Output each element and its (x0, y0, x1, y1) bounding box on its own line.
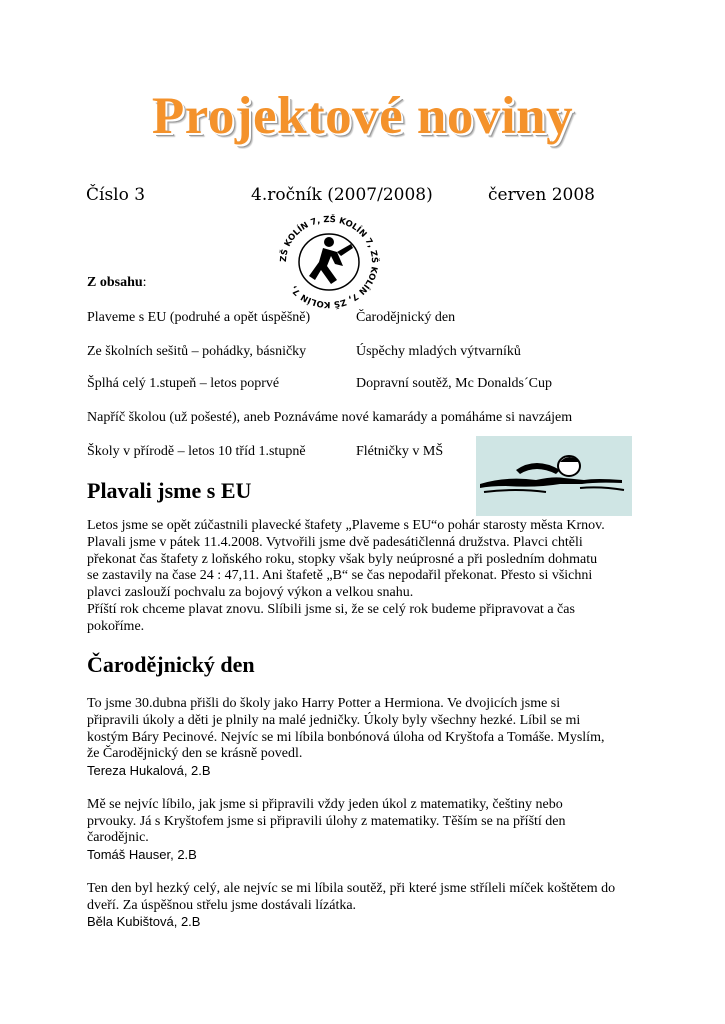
toc-item: Školy v přírodě – letos 10 tříd 1.stupně (87, 444, 306, 459)
text-line: To jsme 30.dubna přišli do školy jako Harry Potter a Hermiona. Ve dvojicích jsme si (87, 696, 561, 711)
text-line: plavci zaslouží pochvalu za bojový výkon a velkou snahu. (87, 585, 414, 601)
article-body (87, 696, 640, 931)
toc-item: Úspěchy mladých výtvarníků (356, 344, 521, 359)
toc-item: Plaveme s EU (podruhé a opět úspěšně) (87, 310, 311, 325)
article-body (87, 518, 640, 636)
issue-month: červen 2008 (488, 185, 595, 205)
text-line: že Čarodějnický den se krásně povedl. (87, 746, 303, 762)
article-heading: Čarodějnický den (87, 652, 255, 677)
author-signature: Běla Kubištová, 2.B (87, 914, 201, 930)
school-logo-icon (277, 214, 381, 310)
contents-heading: Z obsahu: (87, 275, 147, 290)
text-line: čarodějnic. (87, 830, 149, 846)
toc-item: Flétničky v MŠ (356, 444, 444, 459)
school-year: 4.ročník (2007/2008) (251, 185, 433, 205)
logo-ring-text: ZŠ KOLÍN 7, ZŠ KOLÍN 7, ZŠ KOLÍN 7, ZŠ KOLÍN 7, (278, 214, 380, 310)
issue-number: Číslo 3 (86, 185, 146, 205)
text-line: dveří. Za úspěšnou střelu jsme dostávali lízátka. (87, 897, 357, 913)
swimmer-icon (476, 436, 632, 516)
author-signature: Tereza Hukalová, 2.B (87, 763, 211, 779)
text-line: Ten den byl hezký celý, ale nejvíc se mi líbila soutěž, při které jsme stříleli míček koštětem do (87, 880, 616, 896)
text-line: Letos jsme se opět zúčastnili plavecké štafety „Plaveme s EU“o pohár starosty města Krnov. (87, 518, 605, 533)
text-line: Mě se nejvíc líbilo, jak jsme si připravili vždy jeden úkol z matematiky, češtiny nebo (87, 796, 563, 812)
text-line: připravili úkoly a děti je plnily na malé jedničky. Úkoly byly všechny hezké. Líbil se mi (87, 712, 581, 728)
author-signature: Tomáš Hauser, 2.B (87, 847, 197, 863)
toc-item: Ze školních sešitů – pohádky, básničky (87, 344, 307, 359)
toc-item: Napříč školou (už pošesté), aneb Poznáváme nové kamarády a pomáháme si navzájem (87, 410, 573, 425)
text-line: pokoříme. (87, 618, 145, 634)
blank-line (87, 780, 640, 797)
text-line: kostým Báry Pecinové. Nejvíc se mi líbila bonbónová úloha od Kryštofa a Tomáše. Myslím, (87, 729, 605, 745)
text-line: Plavali jsme v pátek 11.4.2008. Vytvořili jsme dvě padesátičlenná družstva. Plavci chtěli (87, 534, 583, 550)
text-line: Příští rok chceme plavat znovu. Slíbili jsme si, že se celý rok budeme připravovat a čas (87, 601, 575, 617)
text-line: se zastavily na čase 24 : 47,11. Ani štafetě „B“ se čas nepodařil překonat. Přesto si všichni (87, 568, 593, 584)
blank-line (87, 864, 640, 881)
page-title: Projektové noviny (151, 87, 574, 145)
toc-item: Dopravní soutěž, Mc Donalds´Cup (356, 376, 552, 391)
toc-item: Čarodějnický den (356, 310, 456, 325)
article-heading: Plavali jsme s EU (87, 478, 252, 503)
text-line: překonat čas štafety z loňského roku, stopky však byly neúprosné a při posledním dohmatu (87, 551, 598, 567)
text-line: prvouky. Já s Kryštofem jsme si připravili úlohy z matematiky. Těším se na příští den (87, 813, 566, 829)
toc-item: Šplhá celý 1.stupeň – letos poprvé (87, 376, 280, 391)
